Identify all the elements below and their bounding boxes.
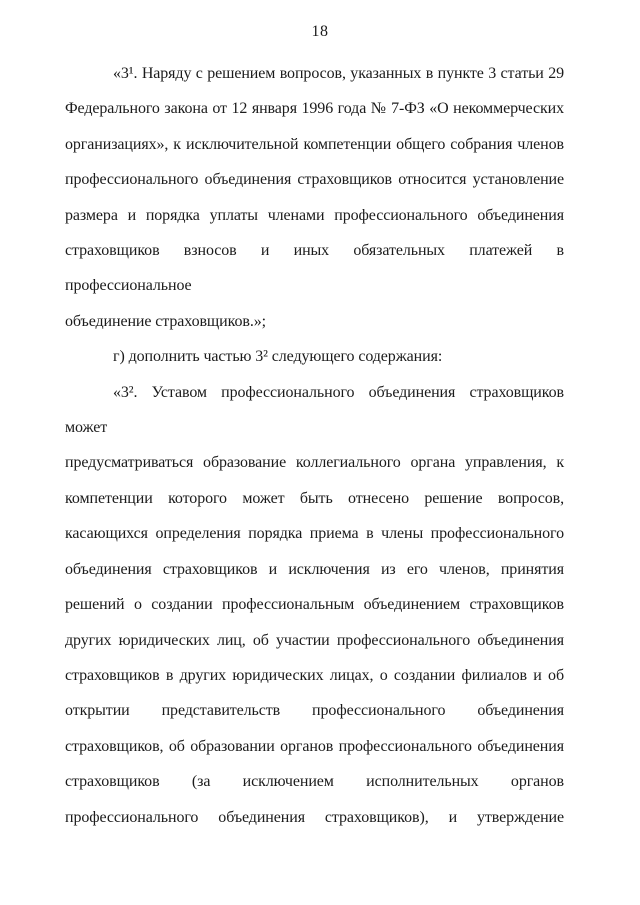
text-line: организациях», к исключительной компетенции общего собрания членов (65, 135, 564, 153)
text-line: страховщиков взносов и иных обязательных платежей в профессиональное (65, 242, 564, 295)
text-line: объединения страховщиков и исключения из его членов, принятия (65, 560, 564, 578)
text-line: профессионального объединения страховщиков относится установление (65, 171, 564, 189)
text-line: «3². Уставом профессионального объединения страховщиков может (65, 383, 564, 437)
text-line: Федерального закона от 12 января 1996 года № 7-ФЗ «О некоммерческих (65, 100, 564, 118)
text-line: касающихся определения порядка приема в члены профессионального (65, 525, 564, 543)
text-line: г) дополнить частью 3² следующего содержания: (113, 348, 443, 366)
text-line: страховщиков (за исключением исполнительных органов (65, 773, 564, 791)
page-number: 18 (311, 23, 329, 40)
text-line: размера и порядка уплаты членами профессионального объединения (65, 206, 564, 224)
text-line: компетенции которого может быть отнесено решение вопросов, (65, 489, 564, 507)
document-body (65, 56, 564, 835)
text-line: предусматриваться образование коллегиального органа управления, к (65, 454, 564, 472)
text-line: открытии представительств профессионального объединения (65, 702, 564, 720)
text-line: «3¹. Наряду с решением вопросов, указанных в пункте 3 статьи 29 (113, 65, 564, 82)
text-line: объединение страховщиков.»; (65, 312, 266, 330)
text-line: страховщиков, об образовании органов профессионального объединения (65, 737, 564, 755)
text-line: профессионального объединения страховщиков), и утверждение (65, 808, 564, 826)
text-line: других юридических лиц, об участии профессионального объединения (65, 631, 564, 649)
text-line: решений о создании профессиональным объединением страховщиков (65, 596, 564, 614)
text-line: страховщиков в других юридических лицах, о создании филиалов и об (65, 666, 564, 684)
